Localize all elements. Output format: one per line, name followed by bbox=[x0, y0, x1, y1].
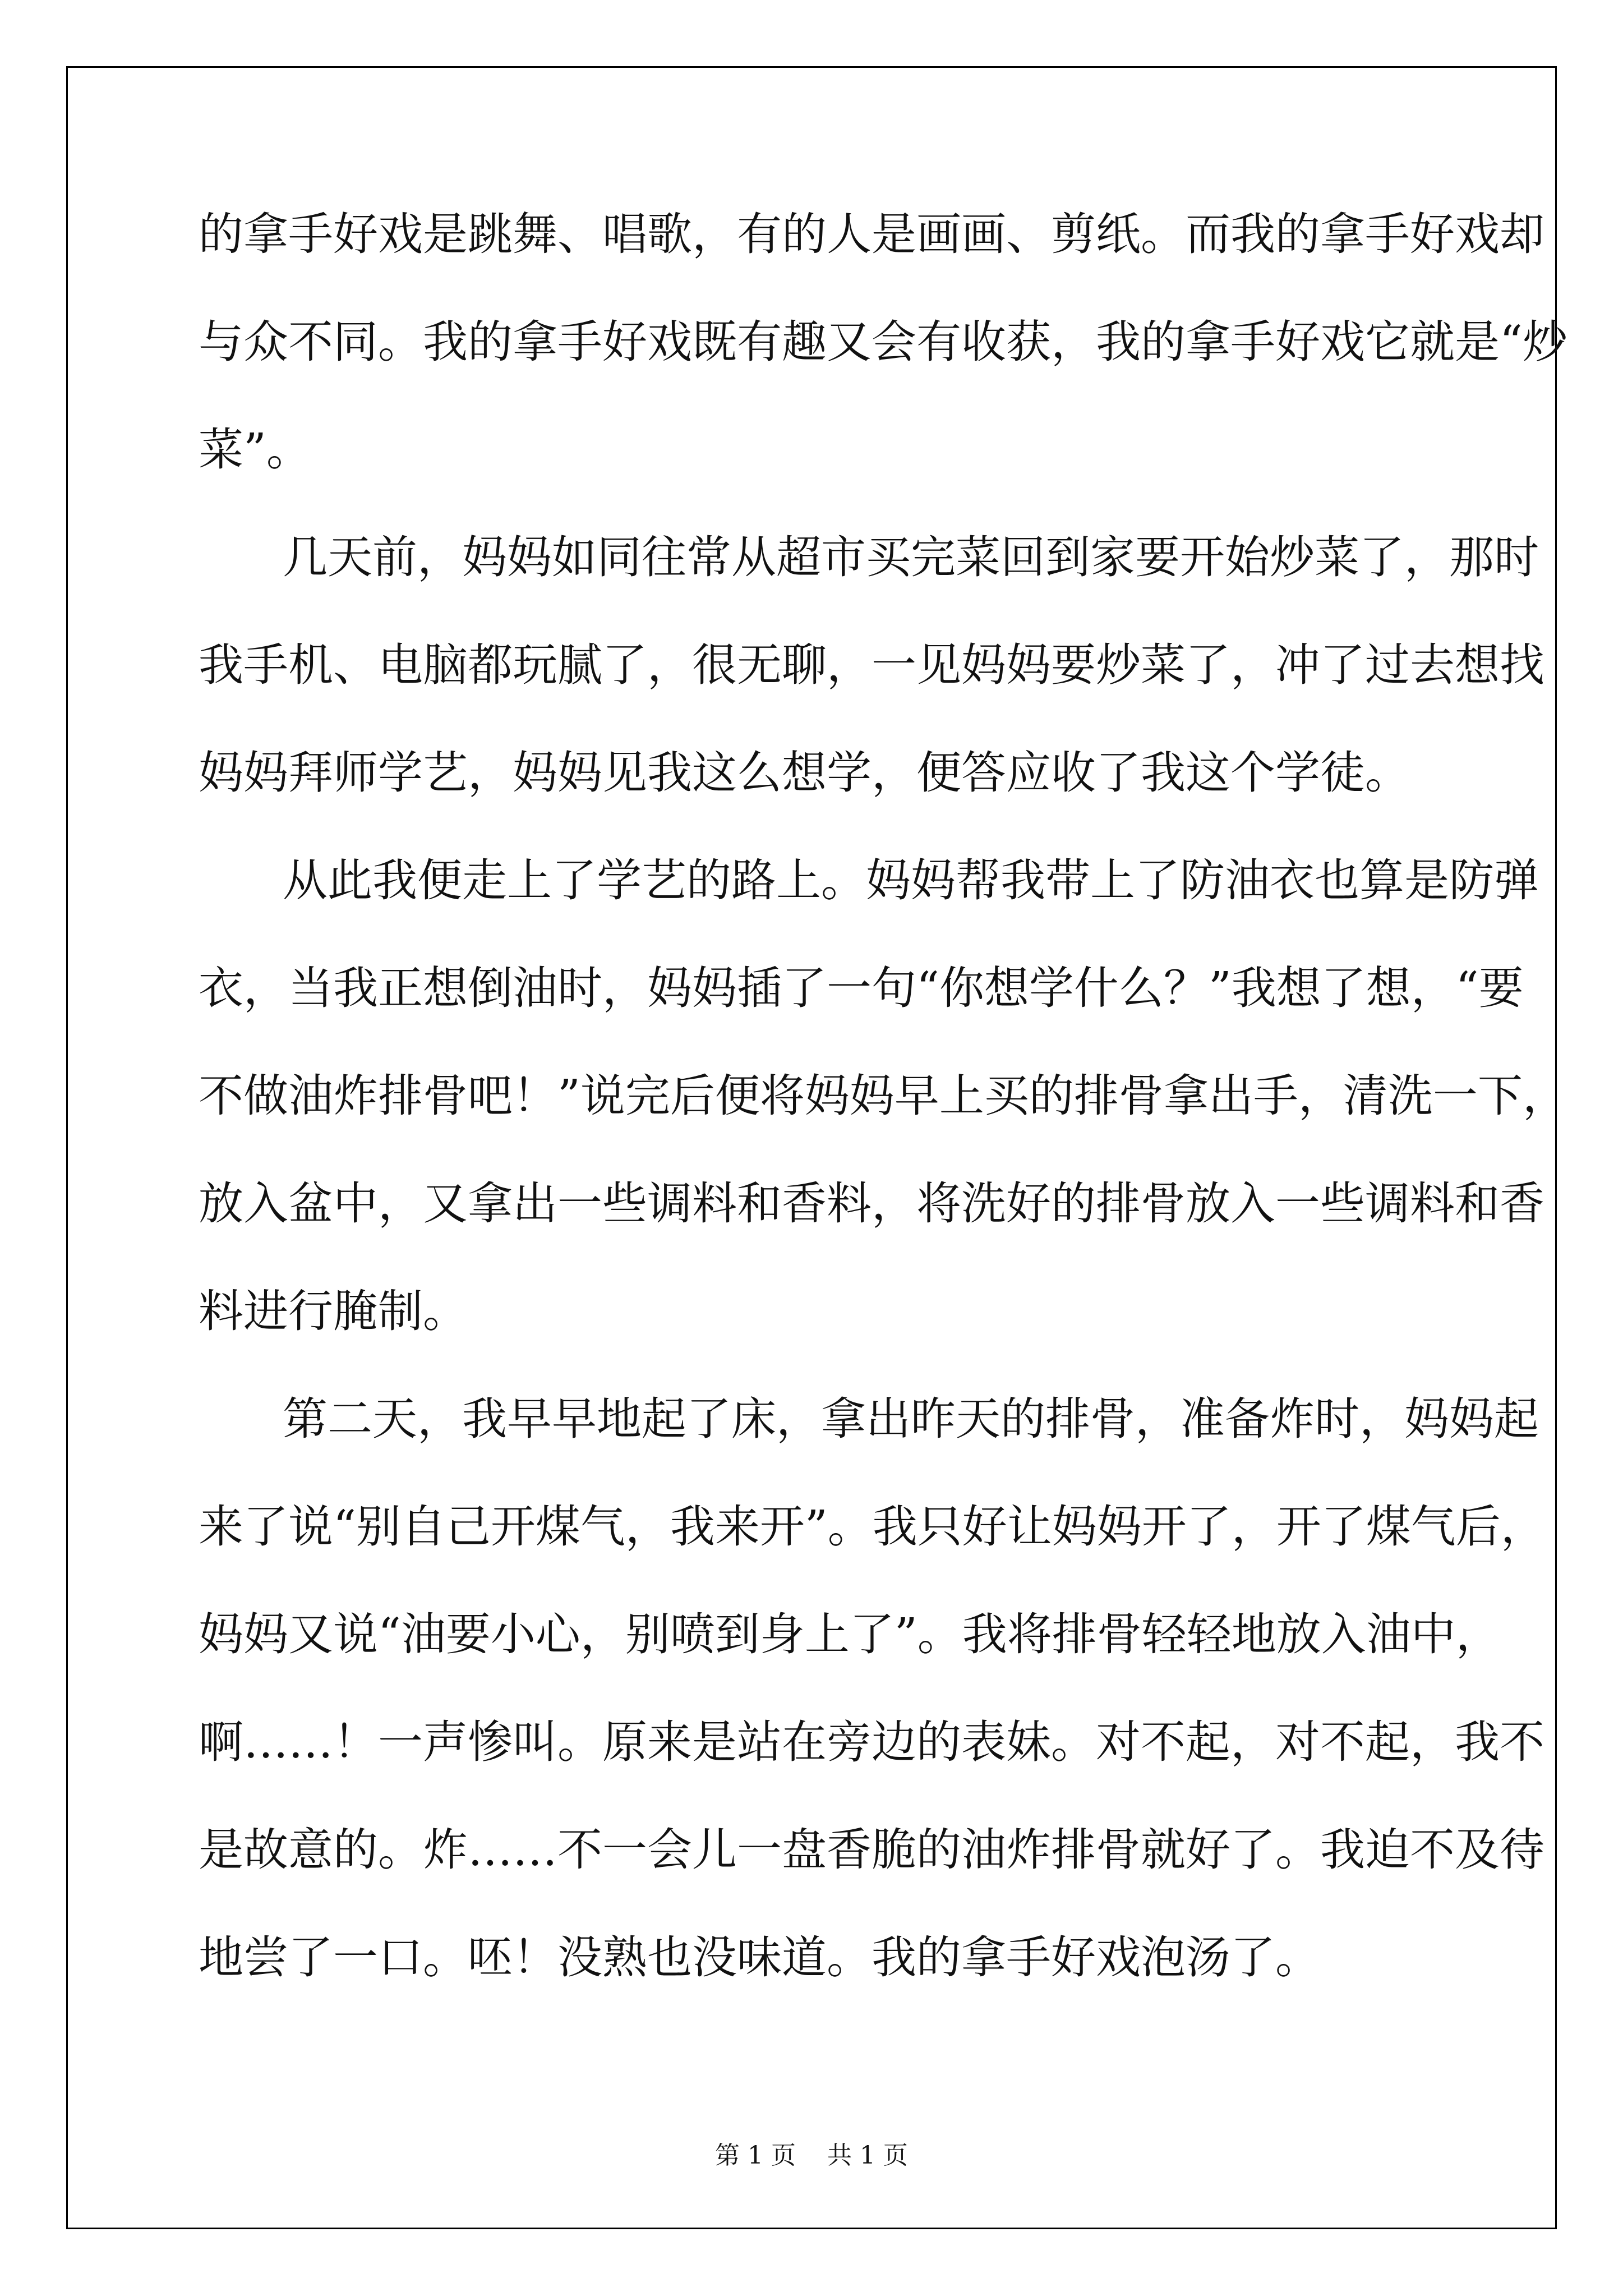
page-border bbox=[66, 66, 1557, 2229]
paragraph-3-line-4: 放入盆中，又拿出一些调料和香料，将洗好的排骨放入一些调料和香 bbox=[199, 1177, 1544, 1230]
paragraph-4-line-6: 地尝了一口。呸！没熟也没味道。我的拿手好戏泡汤了。 bbox=[199, 1931, 1320, 1984]
paragraph-3-line-2: 衣，当我正想倒油时，妈妈插了一句“你想学什么？”我想了想，“要 bbox=[199, 962, 1524, 1014]
paragraph-4-line-3: 妈妈又说“油要小心，别喷到身上了”。我将排骨轻轻地放入油中， bbox=[199, 1608, 1501, 1660]
paragraph-2-line-3: 妈妈拜师学艺，妈妈见我这么想学，便答应收了我这个学徒。 bbox=[199, 747, 1410, 799]
paragraph-4-line-1: 第二天，我早早地起了床，拿出昨天的排骨，准备炸时，妈妈起 bbox=[283, 1393, 1539, 1445]
paragraph-1-line-2: 与众不同。我的拿手好戏既有趣又会有收获，我的拿手好戏它就是“炒 bbox=[199, 316, 1567, 368]
paragraph-3-line-1: 从此我便走上了学艺的路上。妈妈帮我带上了防油衣也算是防弹 bbox=[283, 854, 1539, 907]
paragraph-2-line-2: 我手机、电脑都玩腻了，很无聊，一见妈妈要炒菜了，冲了过去想找 bbox=[199, 639, 1544, 691]
paragraph-4-line-4: 啊……！一声惨叫。原来是站在旁边的表妹。对不起，对不起，我不 bbox=[199, 1716, 1544, 1768]
paragraph-3-line-5: 料进行腌制。 bbox=[199, 1285, 468, 1337]
page-number-footer: 第 1 页 共 1 页 bbox=[715, 2141, 908, 2170]
paragraph-2-line-1: 几天前，妈妈如同往常从超市买完菜回到家要开始炒菜了，那时 bbox=[283, 531, 1539, 583]
paragraph-3-line-3: 不做油炸排骨吧！”说完后便将妈妈早上买的排骨拿出手，清洗一下， bbox=[199, 1070, 1567, 1122]
paragraph-1-line-3: 菜”。 bbox=[199, 424, 311, 476]
paragraph-4-line-5: 是故意的。炸……不一会儿一盘香脆的油炸排骨就好了。我迫不及待 bbox=[199, 1824, 1544, 1876]
paragraph-4-line-2: 来了说“别自己开煤气，我来开”。我只好让妈妈开了，开了煤气后， bbox=[199, 1501, 1546, 1553]
paragraph-1-line-1: 的拿手好戏是跳舞、唱歌，有的人是画画、剪纸。而我的拿手好戏却 bbox=[199, 208, 1544, 260]
